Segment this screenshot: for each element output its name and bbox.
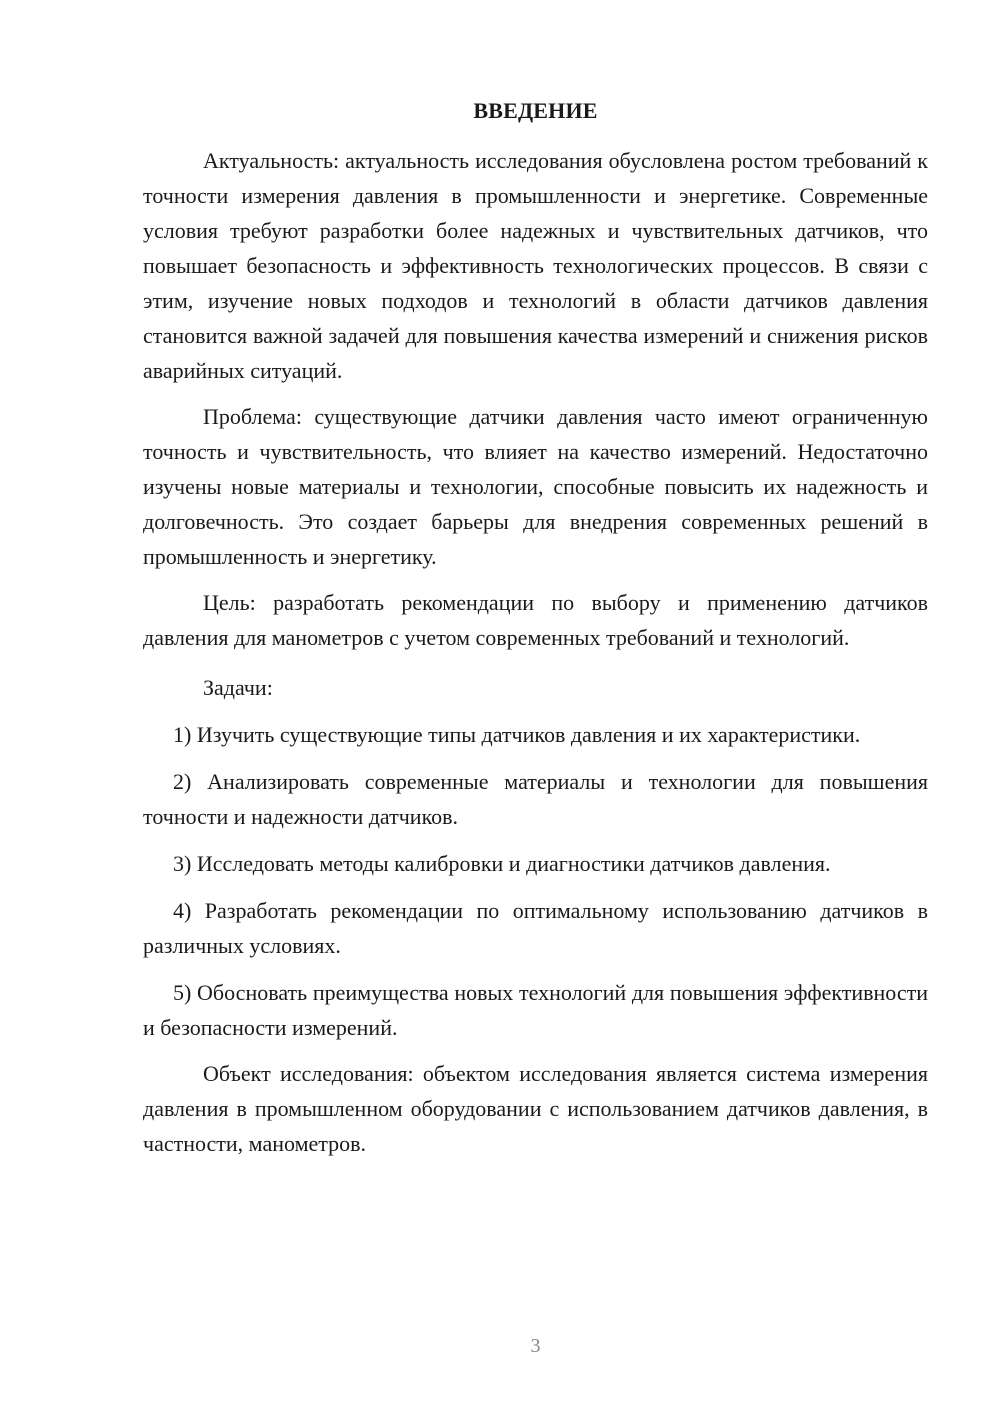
- section-title: ВВЕДЕНИЕ: [473, 98, 598, 123]
- task-item-1: 1) Изучить существующие типы датчиков давления и их характеристики.: [173, 722, 861, 747]
- paragraph-problem: Проблема: существующие датчики давления часто имеют ограниченную точность и чувствительность, что влияет на качество измерений. Недостаточно изучены новые материалы и технологии, способные повысить их надежность и долговечность. Это создает барьеры для внедрения современных решений в промышленность и энергетику.: [143, 404, 928, 569]
- paragraph-relevance: Актуальность: актуальность исследования обусловлена ростом требований к точности измерения давления в промышленности и энергетике. Современные условия требуют разработки более надежных и чувствительных датчиков, что повышает безопасность и эффективность технологических процессов. В связи с этим, изучение новых подходов и технологий в области датчиков давления становится важной задачей для повышения качества измерений и снижения рисков аварийных ситуаций.: [143, 148, 928, 383]
- paragraph-goal: Цель: разработать рекомендации по выбору и применению датчиков давления для манометров с учетом современных требований и технологий.: [143, 590, 928, 650]
- body-text: [143, 143, 928, 1161]
- task-item-3: 3) Исследовать методы калибровки и диагностики датчиков давления.: [173, 851, 831, 876]
- paragraph-research-object: Объект исследования: объектом исследования является система измерения давления в промышленном оборудовании с использованием датчиков давления, в частности, манометров.: [143, 1061, 928, 1156]
- document-page: [143, 0, 928, 1414]
- tasks-heading: Задачи:: [203, 675, 273, 700]
- task-item-5: 5) Обосновать преимущества новых технологий для повышения эффективности и безопасности измерений.: [143, 980, 928, 1040]
- task-item-4: 4) Разработать рекомендации по оптимальному использованию датчиков в различных условиях.: [143, 898, 928, 958]
- task-item-2: 2) Анализировать современные материалы и технологии для повышения точности и надежности датчиков.: [143, 769, 928, 829]
- page-number: 3: [530, 1335, 541, 1357]
